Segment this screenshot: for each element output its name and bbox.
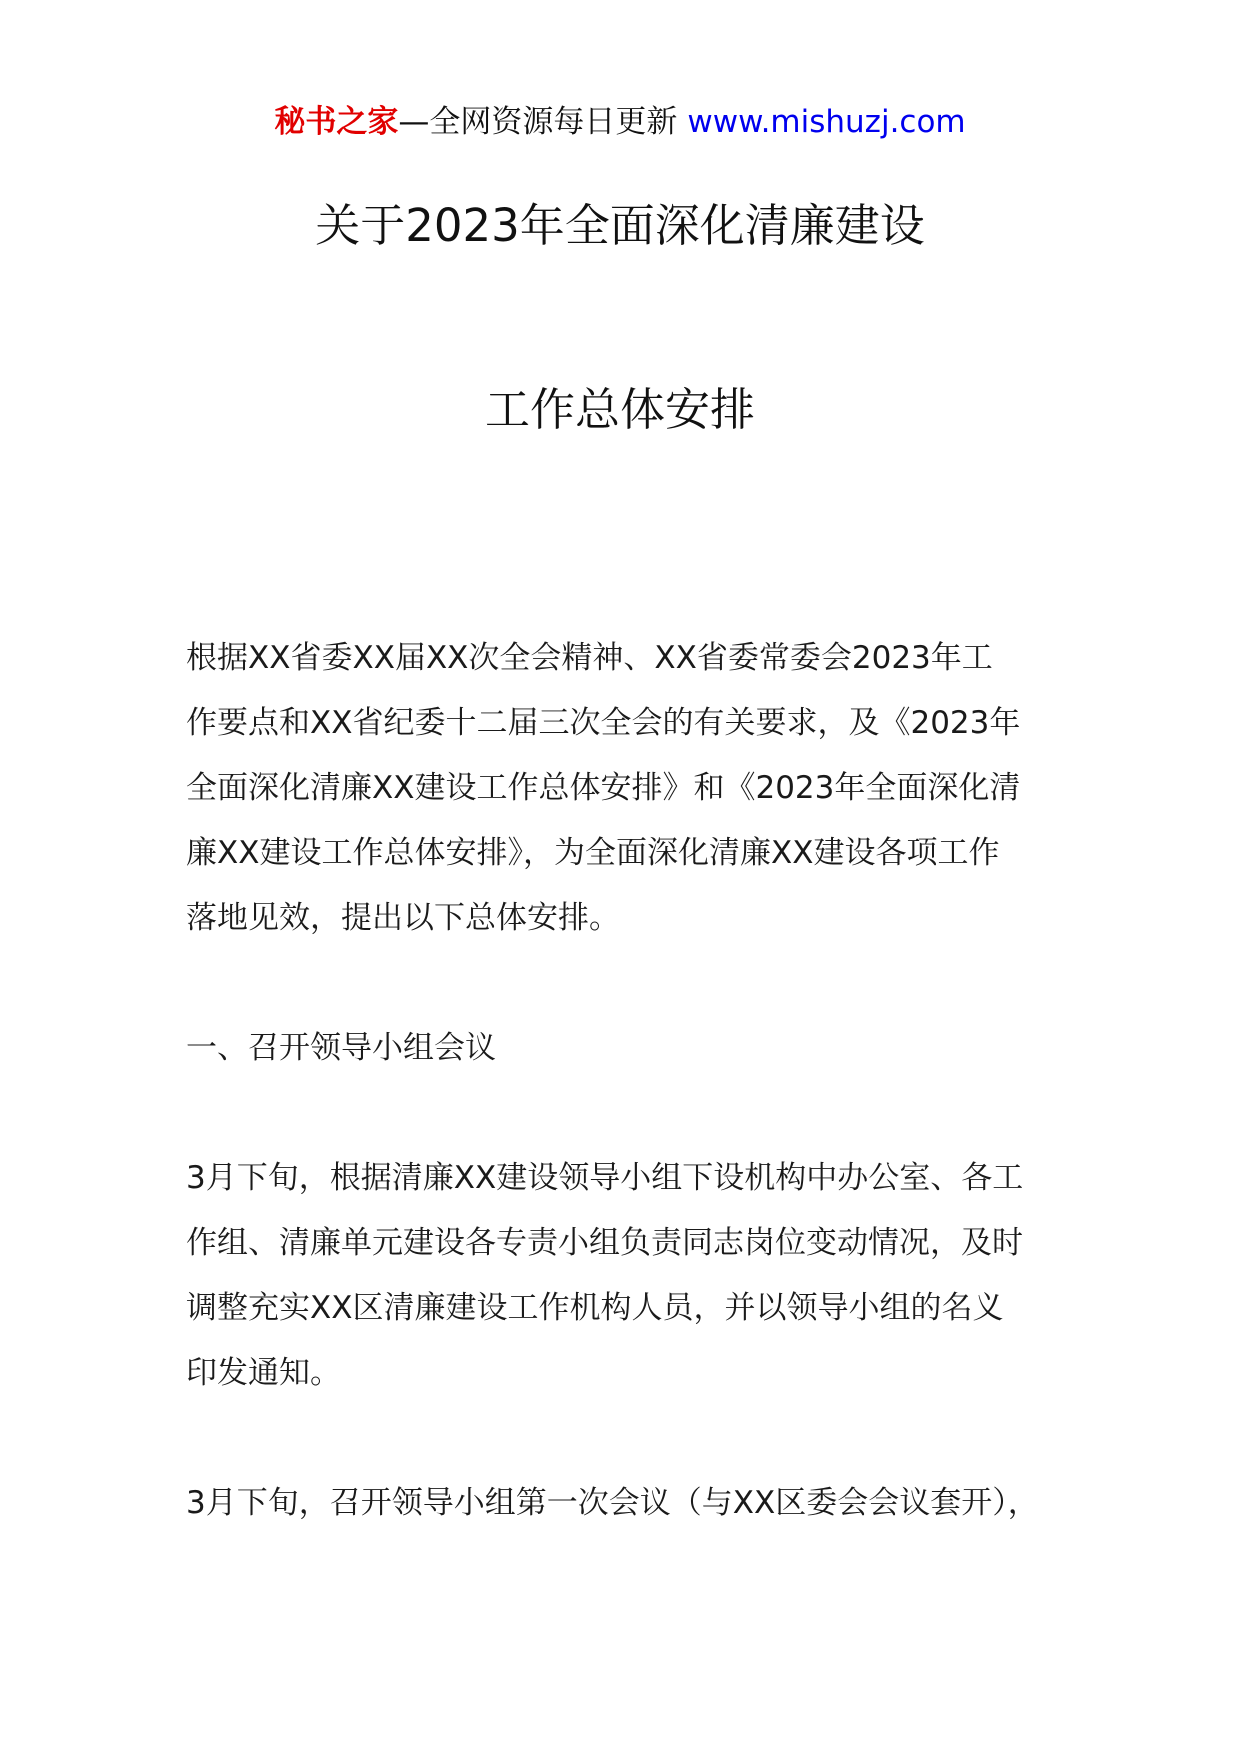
paragraph-line: 3月下旬，召开领导小组第一次会议（与XX区委会会议套开）， bbox=[186, 1485, 1039, 1521]
paragraph-line: 根据XX省委XX届XX次全会精神、XX省委常委会2023年工 bbox=[186, 640, 993, 676]
paragraph-line: 作要点和XX省纪委十二届三次全会的有关要求，及《2023年 bbox=[186, 705, 1021, 741]
section-heading-1 bbox=[186, 1016, 1066, 1081]
site-url-link[interactable]: www.mishuzj.com bbox=[687, 104, 966, 140]
paragraph-line: 落地见效，提出以下总体安排。 bbox=[186, 900, 620, 936]
paragraph-line: 作组、清廉单元建设各专责小组负责同志岗位变动情况，及时 bbox=[186, 1225, 1023, 1261]
brand-name: 秘书之家 bbox=[274, 104, 399, 140]
paragraph-line: 调整充实XX区清廉建设工作机构人员，并以领导小组的名义 bbox=[186, 1290, 1004, 1326]
paragraph-line: 印发通知。 bbox=[186, 1355, 341, 1391]
site-header-banner bbox=[0, 102, 1240, 142]
section-1-paragraph-1 bbox=[186, 1146, 1066, 1406]
paragraph-line: 廉XX建设工作总体安排》，为全面深化清廉XX建设各项工作 bbox=[186, 835, 1000, 871]
section-1-paragraph-2 bbox=[186, 1471, 1066, 1536]
document-title-line-2: 工作总体安排 bbox=[484, 383, 755, 436]
intro-paragraph bbox=[186, 626, 1066, 951]
paragraph-line: 3月下旬，根据清廉XX建设领导小组下设机构中办公室、各工 bbox=[186, 1160, 1024, 1196]
header-tagline: —全网资源每日更新 bbox=[398, 104, 678, 140]
document-title-line-1: 关于2023年全面深化清廉建设 bbox=[315, 199, 925, 252]
paragraph-line: 全面深化清廉XX建设工作总体安排》和《2023年全面深化清 bbox=[186, 770, 1021, 806]
section-heading-text: 一、召开领导小组会议 bbox=[186, 1030, 496, 1066]
